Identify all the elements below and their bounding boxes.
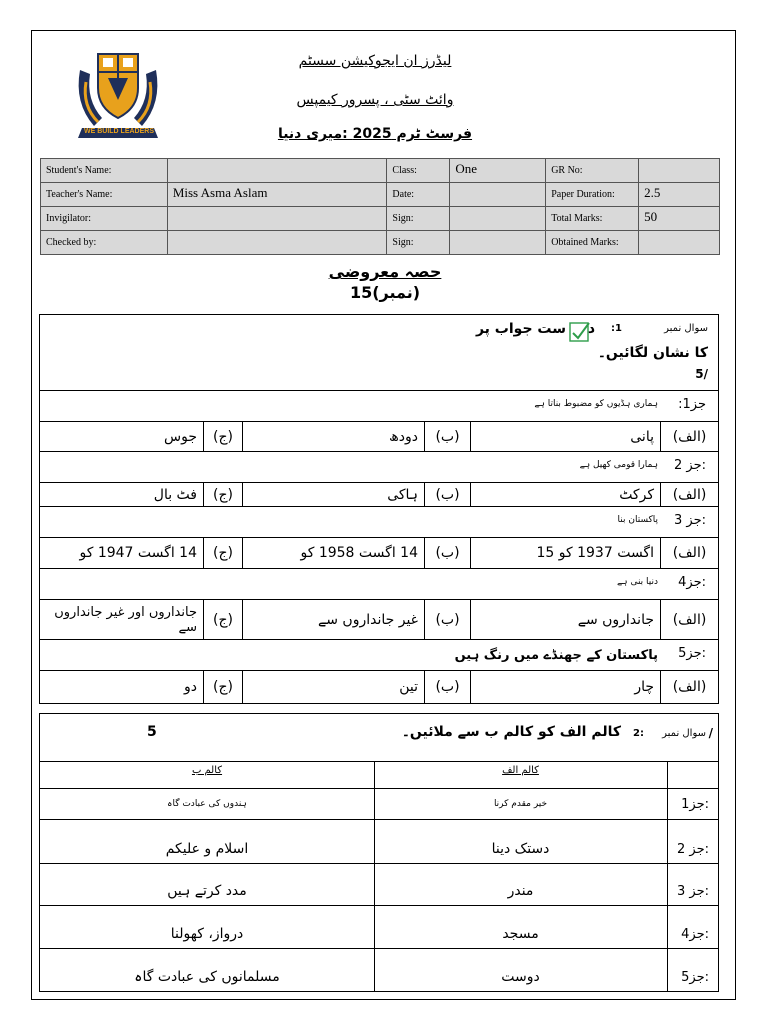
q1-part-label: :جز 2 <box>673 458 706 473</box>
q2-number: 2: <box>633 728 644 739</box>
q2-col-b-item[interactable]: اسلام و علیکم <box>165 841 249 857</box>
q2-divider <box>40 761 718 762</box>
checked-by-label: Checked by: <box>41 231 168 255</box>
q2-col-a-item[interactable]: مسجد <box>502 926 539 942</box>
check-icon <box>569 321 591 347</box>
invigilator-field[interactable] <box>167 207 387 231</box>
class-field[interactable]: One <box>450 159 546 183</box>
q2-row-label: :جز4 <box>681 927 709 942</box>
date-field[interactable] <box>450 183 546 207</box>
option-marker: (الف) <box>660 600 718 639</box>
q1-text-a: د <box>587 321 595 337</box>
q2-match-row <box>40 948 718 991</box>
q1-number: 1: <box>611 323 622 334</box>
option-marker: (الف) <box>660 671 718 703</box>
q2-match-row <box>40 905 718 948</box>
q1-part-question: ہماری ہڈیوں کو مضبوط بناتا ہے <box>534 399 658 409</box>
q1-part-question-row <box>40 639 718 670</box>
option-text[interactable]: 14 اگست 1947 کو <box>79 545 197 561</box>
option-text[interactable]: جانداروں اور غیر جانداروں سے <box>54 604 197 635</box>
total-marks-field[interactable]: 50 <box>639 207 720 231</box>
option-text[interactable]: 14 اگست 1958 کو <box>242 538 424 568</box>
option-text[interactable]: تین <box>242 671 424 703</box>
obtained-marks-label: Obtained Marks: <box>546 231 639 255</box>
q1-part-label: :جز5 <box>678 646 706 661</box>
q1-text-c: کا نشان لگائیں۔ <box>597 345 708 361</box>
option-text[interactable]: غیر جانداروں سے <box>242 600 424 639</box>
option-marker: (ب) <box>424 600 470 639</box>
q2-col-a-item[interactable]: دوست <box>501 969 540 985</box>
q2-row-label: :جز5 <box>681 970 709 985</box>
invigilator-label: Invigilator: <box>41 207 168 231</box>
option-marker: (الف) <box>660 422 718 451</box>
option-text[interactable]: دودھ <box>242 422 424 451</box>
q1-part-options-row <box>40 421 718 451</box>
total-marks-label: Total Marks: <box>546 207 639 231</box>
sign2-label: Sign: <box>387 231 450 255</box>
option-text[interactable]: پانی <box>470 422 660 451</box>
option-marker: (ب) <box>424 538 470 568</box>
col-b-header: کالم ب <box>191 765 223 776</box>
q2-match-row <box>40 819 718 863</box>
class-label: Class: <box>387 159 450 183</box>
q1-part-options-row <box>40 537 718 568</box>
duration-field[interactable]: 2.5 <box>639 183 720 207</box>
question-2-box <box>39 713 719 992</box>
q2-match-row <box>40 863 718 905</box>
term-title: فرسٹ ٹرم 2025 :میری دنیا <box>277 126 473 142</box>
q1-part-question-row <box>40 568 718 599</box>
q1-part-question-row <box>40 451 718 482</box>
campus-name: وائٹ سٹی ، پسرور کیمپس <box>296 92 454 108</box>
q1-part-options-row <box>40 482 718 506</box>
teacher-name-field[interactable]: Miss Asma Aslam <box>167 183 387 207</box>
option-marker: (ج) <box>203 483 242 506</box>
q2-col-a-item[interactable]: مندر <box>507 883 534 899</box>
q2-marks-prefix: / <box>708 726 713 740</box>
gr-label: GR No: <box>546 159 639 183</box>
option-text[interactable]: جانداروں سے <box>470 600 660 639</box>
option-marker: (ج) <box>203 422 242 451</box>
option-text[interactable]: فٹ بال <box>153 486 197 503</box>
q2-col-b-item[interactable]: درواز، کھولنا <box>170 926 244 942</box>
q1-text-b: ست جواب پر <box>475 321 566 337</box>
checked-by-field[interactable] <box>167 231 387 255</box>
teacher-name-label: Teacher's Name: <box>41 183 168 207</box>
q1-part-options-row <box>40 599 718 639</box>
option-marker: (ب) <box>424 422 470 451</box>
obtained-marks-field[interactable] <box>639 231 720 255</box>
q1-part-options-row <box>40 670 718 703</box>
q2-col-a-item[interactable]: دستک دینا <box>491 841 550 857</box>
option-text[interactable]: کرکٹ <box>470 483 660 506</box>
option-marker: (ب) <box>424 483 470 506</box>
option-marker: (ج) <box>203 671 242 703</box>
question-1-box <box>39 314 719 704</box>
q2-text: کالم الف کو کالم ب سے ملائیں۔ <box>401 724 621 740</box>
section-title: حصہ معروضی <box>328 262 442 281</box>
option-text[interactable]: دو <box>184 679 197 695</box>
student-name-field[interactable] <box>167 159 387 183</box>
q2-col-a-item[interactable]: خیر مقدم کرنا <box>493 799 548 809</box>
q1-part-label: :جز4 <box>678 575 706 590</box>
option-text[interactable]: ہاکی <box>242 483 424 506</box>
question-1-header <box>48 321 708 391</box>
q2-row-label: :جز 2 <box>676 842 709 857</box>
date-label: Date: <box>387 183 450 207</box>
q1-part-question: دنیا بنی ہے <box>617 577 658 587</box>
q2-match-row <box>40 788 718 819</box>
school-name: لیڈرز ان ایجوکیشن سسٹم <box>298 53 452 69</box>
sign-field[interactable] <box>450 207 546 231</box>
q1-part-label: :جز 3 <box>673 513 706 528</box>
duration-label: Paper Duration: <box>546 183 639 207</box>
q2-marks: 5 <box>147 724 157 740</box>
q2-col-b-item[interactable]: ہندوں کی عبادت گاہ <box>167 799 247 809</box>
q2-col-b-item[interactable]: مدد کرتے ہیں <box>167 883 247 899</box>
option-marker: (ج) <box>203 538 242 568</box>
section-marks: (نمبر)15 <box>349 283 421 302</box>
logo-text: WE BUILD LEADERS <box>84 128 154 135</box>
q1-part-question: پاکستان کے جھنڈے میں رنگ ہیں <box>454 648 658 663</box>
option-marker: (الف) <box>660 538 718 568</box>
q2-row-label: :جز 3 <box>676 884 709 899</box>
option-marker: (الف) <box>660 483 718 506</box>
col-a-header: کالم الف <box>502 765 539 776</box>
q1-part-question: ہمارا قومی کھیل ہے <box>579 460 658 470</box>
sign-label: Sign: <box>387 207 450 231</box>
student-info-table <box>40 158 720 255</box>
option-text[interactable]: چار <box>470 671 660 703</box>
q1-part-question-row <box>40 506 718 537</box>
q1-marks: /5 <box>695 367 708 381</box>
option-text[interactable]: اگست 1937 کو 15 <box>470 538 660 568</box>
student-name-label: Student's Name: <box>41 159 168 183</box>
gr-field[interactable] <box>639 159 720 183</box>
q2-col-b-item[interactable]: مسلمانوں کی عبادت گاہ <box>134 969 280 985</box>
q2-label: سوال نمبر <box>662 728 706 739</box>
option-text[interactable]: جوس <box>164 428 197 445</box>
option-marker: (ج) <box>203 600 242 639</box>
q1-part-question-row <box>40 390 718 421</box>
q1-label: سوال نمبر <box>664 323 708 334</box>
q1-part-question: پاکستان بنا <box>617 515 658 525</box>
q2-row-label: :جز1 <box>681 796 709 812</box>
option-marker: (ب) <box>424 671 470 703</box>
q1-part-label: جز1: <box>678 397 706 412</box>
sign2-field[interactable] <box>450 231 546 255</box>
